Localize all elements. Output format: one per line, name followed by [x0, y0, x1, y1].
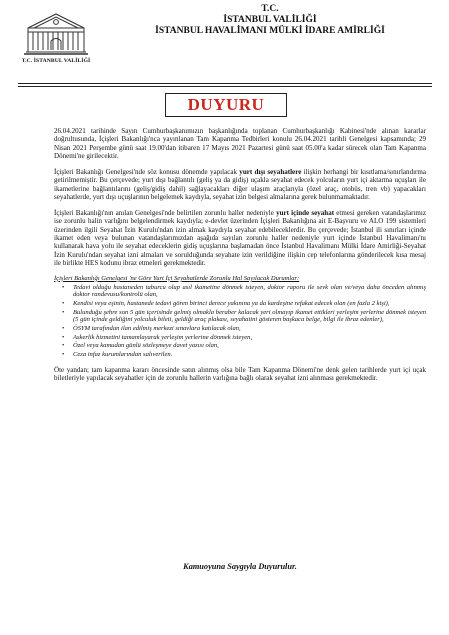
paragraph-1: 26.04.2021 tarihinde Sayın Cumhurbaşkanımızın başkanlığında toplanan Cumhurbaşkanlığı Kabinesi'nde alınan kararlar doğrultusunda, İçişleri Bakanlığı'nca yayınlanan Tam Kapanma Tedbirleri konulu 26.04.2021 tarihli Genelgesi kapsamında; 29 Nisan 2021 Perşembe günü saat 19.00'dan itibaren 17 Mayıs 2021 Pazartesi günü saat 05.00'a kadar sürecek olan Tam Kapanma Dönemi'ne girilecektir. — [54, 127, 426, 161]
list-item: • Kendisi veya eşinin, hastanede tedavi gören birinci derece yakınına ya da kardeşine refakat edecek olan (en fazla 2 kişi), — [73, 300, 426, 308]
paragraph-2-text-a: İçişleri Bakanlığı Genelgesi'nde söz konusu dönemde yapılacak — [54, 167, 240, 176]
list-item: • ÖSYM tarafından ilan edilmiş merkezi sınavlara katılacak olan, — [73, 325, 426, 333]
paragraph-3-text-a: İçişleri Bakanlığı'nın anılan Genelgesi'nde belirtilen zorunlu haller nedeniyle — [54, 208, 277, 217]
header-divider-second — [18, 86, 432, 87]
reasons-intro: İçişleri Bakanlığı Genelgesi 'ne Göre Yurt İçi Seyahatlerde Zorunlu Hal Sayılacak Durumlar: — [54, 274, 300, 282]
paragraph-2 — [54, 168, 426, 202]
announcement-body — [54, 127, 426, 390]
list-item: • Özel veya kamudan günlü sözleşmeye davet yazısı olan, — [73, 342, 426, 350]
header-line-2: İSTANBUL VALİLİĞİ — [223, 15, 317, 25]
paragraph-2-text-b: ilişkin herhangi bir kısıtlama/sınırlandırma getirilmemiştir. Bu çerçevede; yurt dışı bağlantılı (geliş ya da gidiş) uçakla seyahat edecek yolcuların yurt içi aktarma uçuşları ile ikametlerine bağlantılarını (geliş/gidiş dahil) sağlayacakları diğer ulaşım araçlarıyla (özel araç, otobüs, tren vb) yapacakları seyahatlerde, yurt dışı uçuşlarının belgelemek kaydıyla, seyahat izin belgesi almalarına gerek bulunmamaktadır. — [54, 167, 427, 202]
paragraph-3-emphasis: yurt içinde seyahat — [276, 208, 335, 217]
document-header — [120, 4, 420, 37]
logo-caption: T.C. İSTANBUL VALİLİĞİ — [21, 58, 91, 64]
reasons-list-block — [54, 275, 426, 359]
list-item: • Tedavi olduğu hastaneden taburcu olup asıl ikametine dönmek isteyen, doktor raporu ile sevk olan ve/veya daha önceden alınmış doktor randevusu/kontrolü olan, — [73, 284, 426, 299]
closing-statement: Kamuoyuna Saygıyla Duyurulur. — [183, 562, 297, 571]
list-item: • Ceza infaz kurumlarından salıverilen. — [73, 351, 426, 359]
paragraph-3 — [54, 209, 426, 268]
paragraph-2-emphasis: yurt dışı seyahatlere — [239, 167, 302, 176]
header-divider — [18, 83, 432, 84]
building-icon — [20, 8, 92, 58]
paragraph-3-text-b: etmesi gereken vatandaşlarımız ise zorunlu halin varlığını belgelendirmek kaydıyla; e-devlet üzerinden İçişleri Bakanlığına ait E-Başvuru ve ALO 199 sistemleri üzerinden ilgili Seyahat İzin Kurulu'ndan izin almak kaydıyla seyahat edebileceklerdir. Bu çerçevede; İstanbul ili sınırları içinde ikamet eden veya bulunan vatandaşlarımızdan aşağıda sayılan zorunlu haller nedeniyle yurt içinde İstanbul Havalimanı'nı kullanarak hava yolu ile seyahat edeceklerin gidiş uçuşlarına başlamadan önce İstanbul Havalimanı Mülki İdare Amirliği-Seyahat İzin Kurulu'ndan seyahat izni almaları ve sorulduğunda seyahate izin verildiğine ilişkin cep telefonlarına gönderilecek kısa mesaj ile birlikte HES kodunu ibraz etmeleri gerekmektedir. — [54, 208, 426, 268]
header-line-1: T.C. — [261, 4, 279, 14]
list-item: • Askerlik hizmetini tamamlayarak yerleşim yerlerine dönmek isteyen, — [73, 334, 426, 342]
paragraph-4: Öte yandan; tam kapanma kararı öncesinde satın alınmış olsa bile Tam Kapanma Dönemi'ne denk gelen tarihlerde yurt içi uçak biletleriyle yapılacak seyahatler için de zorunlu hallerin varlığına bağlı olarak seyahat izni alınması gerekmektedir. — [54, 365, 426, 383]
list-item: • Bulunduğu şehre son 5 gün içerisinde gelmiş olmakla beraber kalacak yeri olmayıp ikamet ettikleri yerleşim yerlerine dönmek isteyen (5 gün içinde geldiğini yolculuk bileti, geldiği araç plakası, seyahatini gösteren başkaca belge, bilgi ile ibraz edenler), — [73, 309, 426, 324]
governorship-building-logo — [20, 8, 92, 58]
reasons-list — [54, 284, 426, 359]
title-box — [165, 93, 287, 117]
header-line-3: İSTANBUL HAVALİMANI MÜLKİ İDARE AMİRLİĞİ — [155, 26, 385, 36]
page-title: DUYURU — [187, 95, 265, 114]
